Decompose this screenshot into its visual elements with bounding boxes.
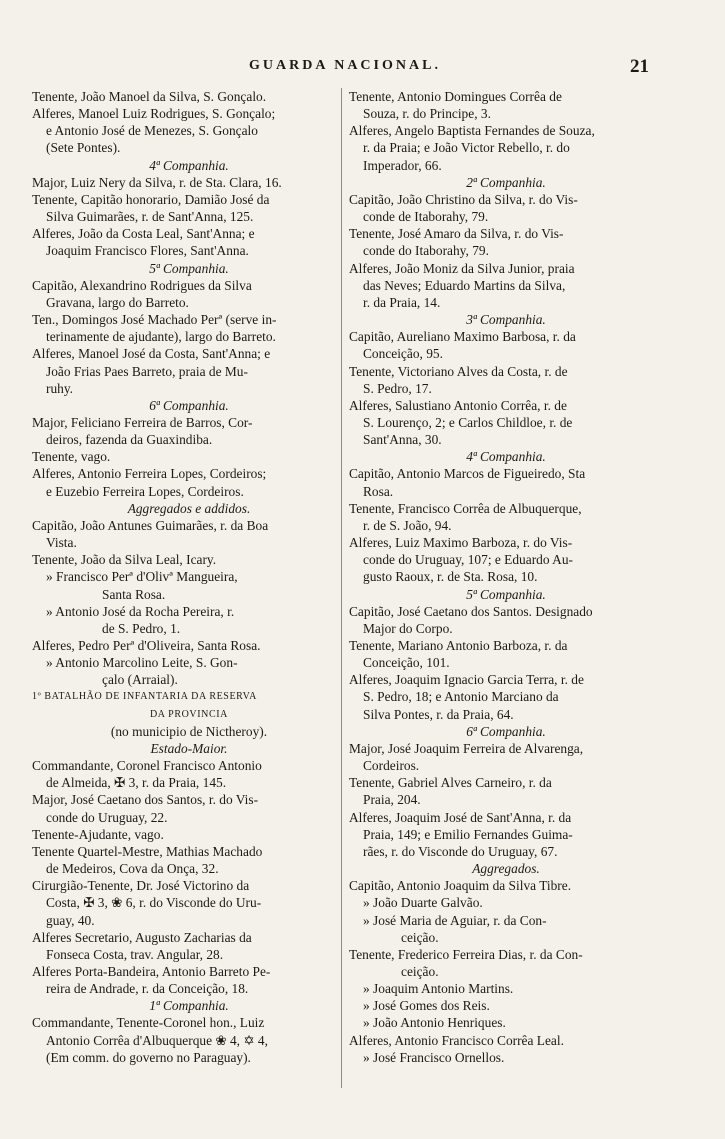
text-line: Sant'Anna, 30.	[363, 432, 442, 448]
text-line: r. de S. João, 94.	[363, 517, 452, 533]
text-line: Tenente, Victoriano Alves da Costa, r. de	[349, 363, 568, 379]
text-line: das Neves; Eduardo Martins da Silva,	[363, 277, 566, 293]
text-line: reira de Andrade, r. da Conceição, 18.	[46, 981, 249, 997]
text-line: guay, 40.	[46, 912, 95, 928]
text-line: Ten., Domingos José Machado Perª (serve in-	[32, 312, 277, 328]
text-line: Capitão, José Caetano dos Santos. Designado	[349, 603, 593, 619]
text-line: Joaquim Francisco Flores, Sant'Anna.	[46, 243, 249, 259]
text-line: » João Antonio Henriques.	[363, 1015, 506, 1031]
page-header-title: GUARDA NACIONAL.	[249, 58, 441, 73]
text-line: Praia, 149; e Emilio Fernandes Guima-	[363, 826, 573, 842]
text-line: conde do Uruguay, 107; e Eduardo Au-	[363, 552, 573, 568]
text-line: Conceição, 101.	[363, 655, 450, 671]
text-line: Commandante, Tenente-Coronel hon., Luiz	[32, 1015, 265, 1031]
text-line: Major do Corpo.	[363, 620, 453, 636]
text-line: conde do Uruguay, 22.	[46, 809, 168, 825]
text-line: Capitão, João Christino da Silva, r. do Vis-	[349, 191, 578, 207]
text-line: Capitão, Aureliano Maximo Barbosa, r. da	[349, 329, 576, 345]
text-line: 4ª Companhia.	[466, 449, 546, 465]
text-line: 6ª Companhia.	[149, 397, 229, 413]
text-line: Tenente, Capitão honorario, Damião José da	[32, 191, 270, 207]
text-line: Alferes, Angelo Baptista Fernandes de Souza,	[349, 123, 595, 139]
text-line: Capitão, Alexandrino Rodrigues da Silva	[32, 277, 252, 293]
text-line: çalo (Arraial).	[102, 672, 178, 688]
text-line: deiros, fazenda da Guaxindiba.	[46, 432, 213, 448]
text-line: Alferes, Manoel José da Costa, Sant'Anna; e	[32, 346, 271, 362]
text-line: Gravana, largo do Barreto.	[46, 294, 189, 310]
text-line: ceição.	[401, 963, 439, 979]
text-line: Aggregados.	[472, 861, 540, 877]
text-line: Alferes, João da Costa Leal, Sant'Anna; e	[32, 226, 255, 242]
text-line: 5ª Companhia.	[149, 260, 229, 276]
text-line: (Sete Pontes).	[46, 140, 121, 156]
text-line: Alferes, Salustiano Antonio Corrêa, r. de	[349, 397, 567, 413]
text-line: conde de Itaborahy, 79.	[363, 209, 489, 225]
text-line: Alferes Porta-Bandeira, Antonio Barreto Pe-	[32, 963, 271, 979]
text-line: Alferes, Antonio Francisco Corrêa Leal.	[349, 1032, 564, 1048]
text-line: Praia, 204.	[363, 792, 421, 808]
text-line: S. Pedro, 17.	[363, 380, 432, 396]
text-line: Tenente Quartel-Mestre, Mathias Machado	[32, 843, 263, 859]
text-line: Alferes, Luiz Maximo Barboza, r. do Vis-	[349, 535, 573, 551]
text-line: Major, José Joaquim Ferreira de Alvarenga,	[349, 740, 584, 756]
text-line: gusto Raoux, r. de Sta. Rosa, 10.	[363, 569, 538, 585]
text-line: Major, Feliciano Ferreira de Barros, Cor-	[32, 414, 253, 430]
left-column	[32, 88, 346, 1066]
text-line: Major, Luiz Nery da Silva, r. de Sta. Clara, 16.	[32, 174, 282, 190]
text-line: 5ª Companhia.	[466, 586, 546, 602]
text-line: Cirurgião-Tenente, Dr. José Victorino da	[32, 878, 250, 894]
text-line: r. da Praia, 14.	[363, 294, 441, 310]
text-line: Silva Pontes, r. da Praia, 64.	[363, 706, 514, 722]
text-line: Souza, r. do Principe, 3.	[363, 106, 491, 122]
page-number: 21	[630, 56, 649, 77]
text-line: 3ª Companhia.	[466, 312, 546, 328]
text-line: 1ª Companhia.	[149, 998, 229, 1014]
text-line: Alferes, Manoel Luiz Rodrigues, S. Gonçalo;	[32, 106, 276, 122]
text-line: Vista.	[46, 535, 77, 551]
text-line: S. Lourenço, 2; e Carlos Childloe, r. de	[363, 414, 573, 430]
text-line: » Antonio Marcolino Leite, S. Gon-	[46, 655, 238, 671]
text-line: Tenente, Gabriel Alves Carneiro, r. da	[349, 775, 552, 791]
text-line: S. Pedro, 18; e Antonio Marciano da	[363, 689, 559, 705]
text-line: Tenente, Antonio Domingues Corrêa de	[349, 89, 562, 104]
text-line: Major, José Caetano dos Santos, r. do Vis-	[32, 792, 259, 808]
text-line: » José Maria de Aguiar, r. da Con-	[363, 912, 547, 928]
text-line: ruhy.	[46, 380, 74, 396]
text-line: Tenente, João Manoel da Silva, S. Gonçalo.	[32, 89, 267, 104]
text-line: Tenente, vago.	[32, 449, 111, 465]
text-line: 6ª Companhia.	[466, 723, 546, 739]
text-line: 4ª Companhia.	[149, 157, 229, 173]
text-line: r. da Praia; e João Victor Rebello, r. do	[363, 140, 570, 156]
text-line: Fonseca Costa, trav. Angular, 28.	[46, 946, 224, 962]
text-line: (no municipio de Nictheroy).	[110, 723, 268, 739]
text-line: de Almeida, ✠ 3, r. da Praia, 145.	[46, 775, 227, 791]
text-line: Capitão, Antonio Marcos de Figueiredo, Sta	[349, 466, 586, 482]
text-line: » Antonio José da Rocha Pereira, r.	[46, 603, 235, 619]
text-line: de Medeiros, Cova da Onça, 32.	[46, 861, 219, 877]
text-line: e Antonio José de Menezes, S. Gonçalo	[46, 123, 258, 139]
column-divider	[341, 88, 342, 1088]
text-line: DA PROVINCIA	[149, 708, 229, 720]
text-line: Cordeiros.	[363, 758, 420, 774]
text-line: João Frias Paes Barreto, praia de Mu-	[46, 363, 248, 379]
text-line: terinamente de ajudante), largo do Barreto.	[46, 329, 276, 345]
text-line: Estado-Maior.	[150, 740, 228, 756]
text-line: Alferes, Pedro Perª d'Oliveira, Santa Rosa.	[32, 638, 261, 653]
text-line: Aggregados e addidos.	[127, 500, 251, 516]
text-line: Alferes Secretario, Augusto Zacharias da	[32, 929, 252, 945]
text-line: Capitão, João Antunes Guimarães, r. da Boa	[32, 517, 269, 533]
text-line: Tenente, João da Silva Leal, Icary.	[32, 552, 217, 568]
text-line: Tenente, Mariano Antonio Barboza, r. da	[349, 638, 568, 653]
text-line: Antonio Corrêa d'Albuquerque ❀ 4, ✡ 4,	[46, 1032, 268, 1048]
text-line: de S. Pedro, 1.	[102, 620, 181, 636]
text-line: Santa Rosa.	[102, 586, 166, 602]
text-line: Alferes, João Moniz da Silva Junior, praia	[349, 260, 575, 276]
text-line: Rosa.	[363, 483, 394, 499]
text-line: » José Gomes dos Reis.	[363, 998, 490, 1014]
text-line: Tenente, José Amaro da Silva, r. do Vis-	[349, 226, 564, 242]
text-line: » José Francisco Ornellos.	[363, 1049, 505, 1065]
text-line: » João Duarte Galvão.	[363, 895, 483, 911]
text-line: 1º BATALHÃO DE INFANTARIA DA RESERVA	[32, 691, 257, 703]
text-line: Alferes, Joaquim José de Sant'Anna, r. da	[349, 809, 572, 825]
text-line: Tenente, Francisco Corrêa de Albuquerque,	[349, 500, 582, 516]
text-line: ceição.	[401, 929, 439, 945]
text-line: 2ª Companhia.	[466, 174, 546, 190]
text-line: Alferes, Antonio Ferreira Lopes, Cordeiros;	[32, 466, 267, 482]
text-line: » Francisco Perª d'Olivª Mangueira,	[46, 569, 238, 585]
text-line: Capitão, Antonio Joaquim da Silva Tibre.	[349, 878, 572, 894]
text-line: (Em comm. do governo no Paraguay).	[46, 1049, 251, 1065]
text-line: » Joaquim Antonio Martins.	[363, 981, 514, 997]
text-line: conde do Itaborahy, 79.	[363, 243, 489, 259]
text-line: Silva Guimarães, r. de Sant'Anna, 125.	[46, 209, 254, 225]
text-line: Commandante, Coronel Francisco Antonio	[32, 758, 262, 774]
right-column	[349, 88, 663, 1066]
text-line: Tenente-Ajudante, vago.	[32, 826, 164, 842]
text-line: Costa, ✠ 3, ❀ 6, r. do Visconde do Uru-	[46, 895, 262, 911]
text-line: Conceição, 95.	[363, 346, 443, 362]
text-line: Tenente, Frederico Ferreira Dias, r. da Con-	[349, 946, 583, 962]
text-line: rães, r. do Visconde do Uruguay, 67.	[363, 843, 558, 859]
text-line: e Euzebio Ferreira Lopes, Cordeiros.	[46, 483, 244, 499]
text-line: Alferes, Joaquim Ignacio Garcia Terra, r. de	[349, 672, 584, 688]
text-line: Imperador, 66.	[363, 157, 442, 173]
